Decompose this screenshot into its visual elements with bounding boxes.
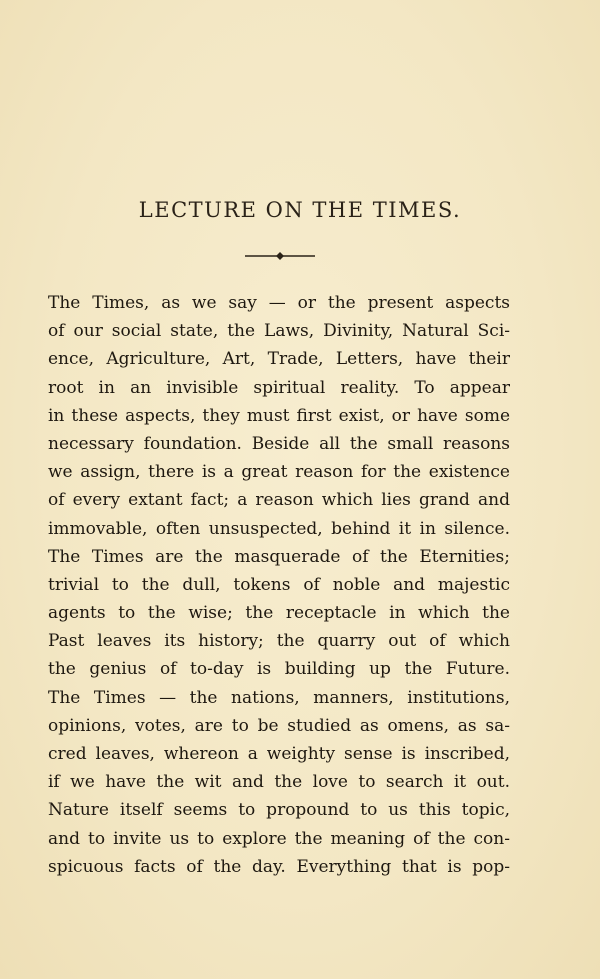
text-line: spicuous facts of the day. Everything that is pop- [48,856,510,877]
body-paragraph [48,289,510,881]
text-line: cred leaves, whereon a weighty sense is inscribed, [48,744,510,764]
text-line: ence, Agriculture, Art, Trade, Letters, have their [48,349,510,370]
text-line: we assign, there is a great reason for the existence [48,462,510,483]
text-line: root in an invisible spiritual reality. To appear [48,377,510,398]
text-line: of every extant fact; a reason which lies grand and [48,490,510,511]
text-line: trivial to the dull, tokens of noble and majestic [48,574,510,595]
divider-ornament-icon [245,250,315,262]
text-line: opinions, votes, are to be studied as omens, as sa- [48,715,510,736]
text-line: The Times, as we say — or the present aspects [48,293,510,313]
text-line: Nature itself seems to propound to us this topic, [48,800,510,821]
text-line: and to invite us to explore the meaning of the con- [48,828,510,849]
lecture-title: LECTURE ON THE TIMES. [138,198,462,222]
text-line: The Times — the nations, manners, institutions, [48,687,510,708]
text-line: in these aspects, they must first exist, or have some [48,405,510,426]
text-line: The Times are the masquerade of the Eternities; [48,546,510,567]
text-line: agents to the wise; the receptacle in which the [48,603,510,624]
text-line: the genius of to-day is building up the Future. [48,659,510,680]
text-line: if we have the wit and the love to search it out. [48,772,510,793]
text-line: immovable, often unsuspected, behind it in silence. [48,518,510,539]
text-line: of our social state, the Laws, Divinity, Natural Sci- [48,321,510,342]
text-line: necessary foundation. Beside all the small reasons [48,433,510,454]
text-line: Past leaves its history; the quarry out of which [48,631,510,652]
